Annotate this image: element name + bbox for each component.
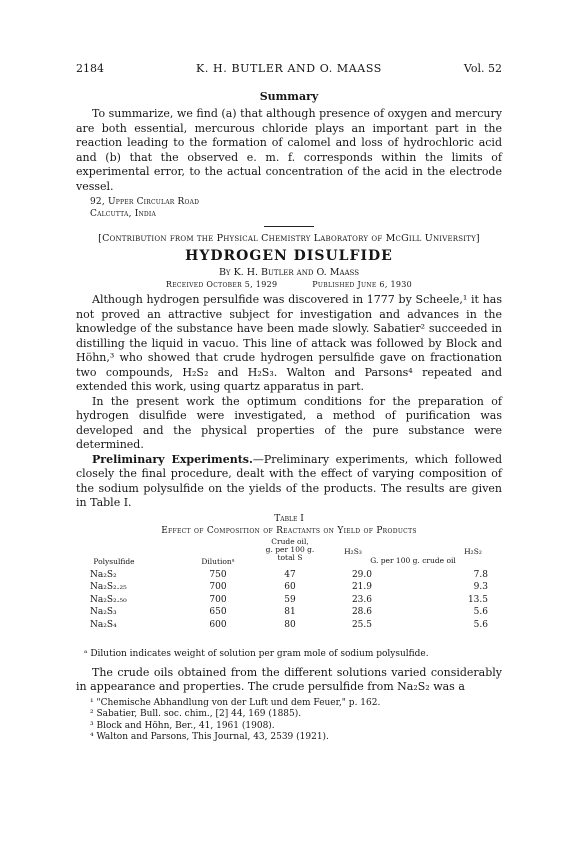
header-crude-oil-line3: total S — [277, 552, 303, 562]
cell-dilution: 650 — [209, 607, 227, 617]
cell-h2s2: 5.6 — [473, 607, 488, 617]
received-date: Received October 5, 1929 — [165, 280, 278, 289]
cell-polysulfide: Na₂S₃ — [90, 607, 117, 617]
paragraph-intro: Although hydrogen persulfide was discovered in 1777 by Scheele,¹ it has not proved an attractive subject for investigation and advances in the knowledge of the substance have been made slowly. Sabatier² succeeded in distilling the liquid in vacuo. This line of attack was followed by Block and Höhn,³ who showed that crude hydrogen persulfide gave on fractionation two compounds, H₂S₂ and H₂S₃. Walton and Parsons⁴ repeated and extended this work, using quartz apparatus in part. — [76, 293, 502, 393]
header-crude-oil-line1: Crude oil, — [271, 536, 309, 546]
article-byline: By K. H. Butler and O. Maass — [218, 267, 360, 278]
header-polysulfide: Polysulfide — [93, 556, 135, 566]
cell-h2s2: 13.5 — [467, 594, 488, 605]
table-label: Table I — [274, 513, 304, 524]
cell-polysulfide: Na₂S₂.₂₅ — [90, 582, 127, 592]
cell-polysulfide: Na₂S₂ — [90, 569, 117, 580]
footnote-2: ² Sabatier, Bull. soc. chim., [2] 44, 169 (1885). — [90, 709, 302, 719]
paragraph-preliminary — [76, 453, 502, 511]
header-h2s2: H₂S₂ — [464, 546, 482, 556]
cell-h2s3: 29.0 — [351, 569, 372, 580]
summary-paragraph: To summarize, we find (a) that although presence of oxygen and mercury are both essential, mercurous chloride plays an important part in the reaction leading to the formation of calomel and loss of hydrochloric acid and (b) that the observed e. m. f. corresponds within the limits of experimental error, to the actual concentration of the acid in the electrode vessel. — [76, 107, 502, 193]
footnote-4: ⁴ Walton and Parsons, This Journal, 43, 2539 (1921). — [90, 732, 329, 742]
table-footnote: ᵃ Dilution indicates weight of solution per gram mole of sodium polysulfide. — [84, 648, 429, 659]
cell-crude: 80 — [284, 619, 296, 630]
preliminary-text: —Preliminary experiments, which followed closely the final procedure, dealt with the effect of varying composition of the sodium polysulfide on the yields of the products. The results are given in Table I. — [76, 452, 502, 509]
running-authors: K. H. BUTLER AND O. MAASS — [196, 62, 382, 75]
preliminary-heading: Preliminary Experiments. — [92, 452, 253, 466]
article-title: HYDROGEN DISULFIDE — [185, 248, 393, 264]
published-date: Published June 6, 1930 — [312, 280, 413, 289]
cell-h2s3: 28.6 — [351, 607, 372, 617]
cell-polysulfide: Na₂S₂.₅₀ — [90, 594, 127, 605]
address-line-1: 92, Upper Circular Road — [90, 197, 200, 207]
paragraph-crude-oils: The crude oils obtained from the different solutions varied considerably in appearance and properties. The crude persulfide from Na₂S₂ was a — [76, 665, 502, 693]
page-body — [76, 90, 502, 744]
running-header — [76, 62, 502, 76]
cell-crude: 60 — [284, 582, 296, 592]
article-dates — [76, 279, 502, 290]
cell-h2s2: 9.3 — [473, 582, 488, 592]
cell-h2s3: 25.5 — [351, 619, 372, 630]
page-number: 2184 — [76, 62, 104, 75]
cell-h2s2: 7.8 — [473, 569, 488, 580]
contribution-note: [Contribution from the Physical Chemistry Laboratory of McGill University] — [98, 233, 480, 244]
cell-h2s3: 23.6 — [351, 594, 372, 605]
cell-dilution: 700 — [209, 594, 227, 605]
header-per-100g: G. per 100 g. crude oil — [370, 555, 456, 565]
footnote-3: ³ Block and Höhn, Ber., 41, 1961 (1908). — [90, 720, 275, 731]
section-divider — [264, 226, 314, 227]
header-crude-oil — [248, 538, 332, 562]
volume-number: Vol. 52 — [463, 62, 502, 75]
cell-dilution: 700 — [209, 582, 227, 592]
cell-dilution: 750 — [209, 569, 227, 580]
footnotes — [76, 698, 502, 744]
footnote-1: ¹ "Chemische Abhandlung von der Luft und dem Feuer," p. 162. — [90, 697, 381, 708]
results-table — [76, 538, 502, 648]
cell-h2s2: 5.6 — [473, 619, 488, 630]
cell-crude: 47 — [284, 569, 296, 580]
cell-polysulfide: Na₂S₄ — [90, 619, 117, 630]
table-caption: Effect of Composition of Reactants on Yield of Products — [161, 525, 417, 536]
cell-crude: 81 — [284, 607, 296, 617]
address-line-2: Calcutta, India — [90, 209, 157, 219]
header-crude-oil-line2: g. per 100 g. — [265, 544, 315, 554]
cell-h2s3: 21.9 — [351, 582, 372, 592]
cell-dilution: 600 — [209, 619, 227, 630]
header-dilution: Dilutionᵃ — [201, 556, 235, 566]
paragraph-present-work: In the present work the optimum conditions for the preparation of hydrogen disulfide were investigated, a method of purification was developed and the physical properties of the pure substance were determined. — [76, 394, 502, 451]
summary-heading: Summary — [259, 90, 319, 103]
header-h2s3: H₂S₃ — [344, 546, 362, 556]
cell-crude: 59 — [284, 594, 296, 605]
